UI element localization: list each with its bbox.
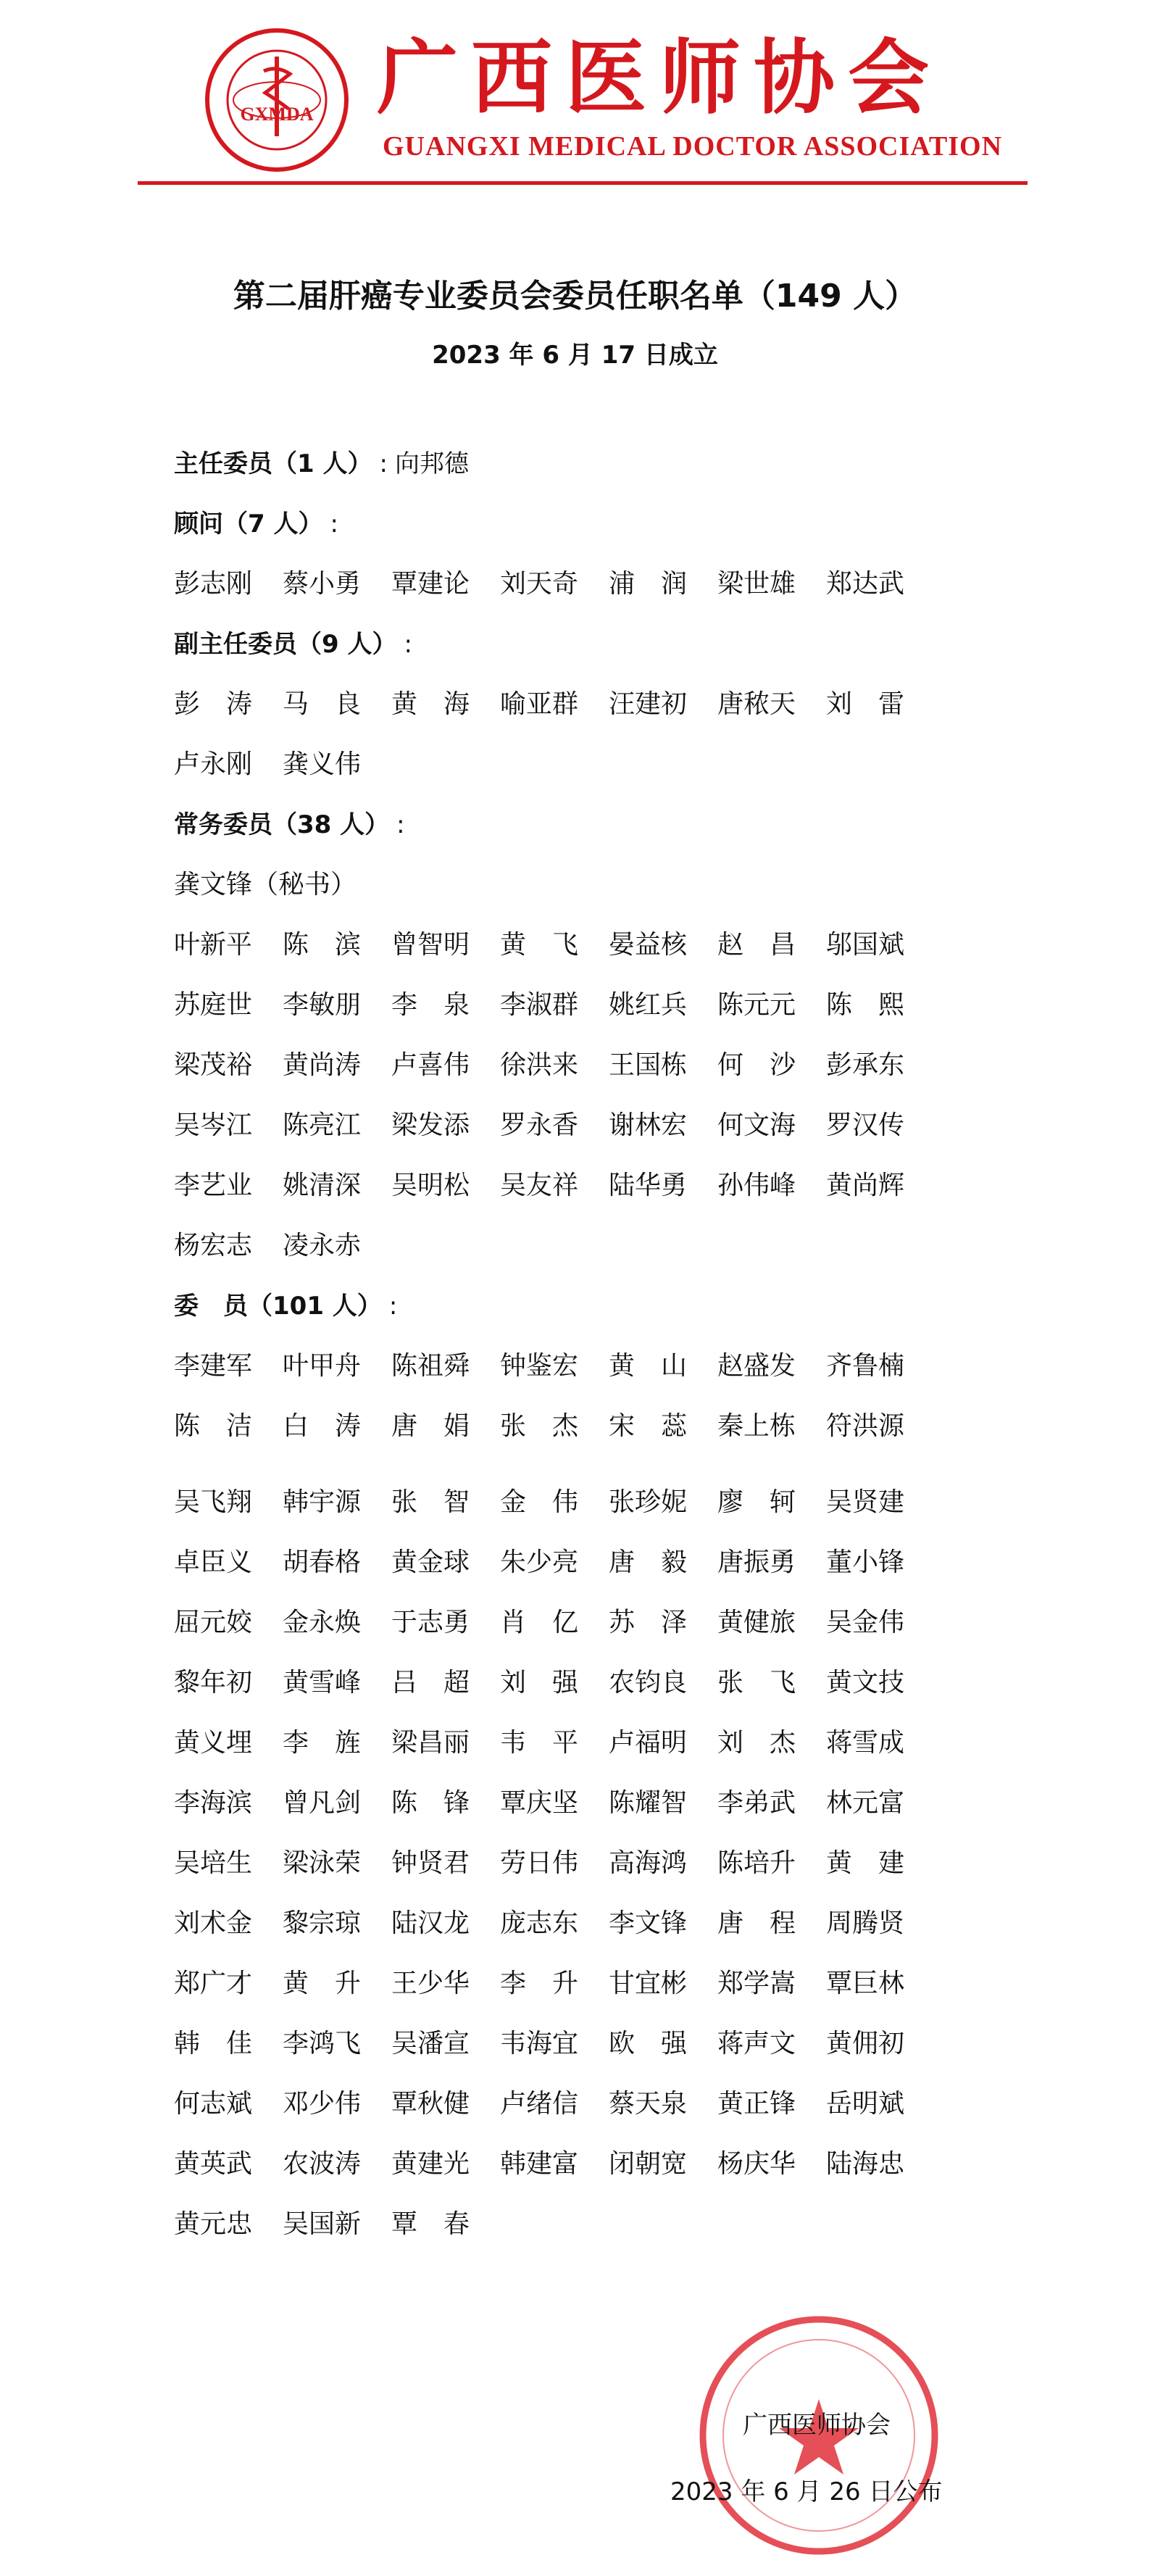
member-name: 肖 亿	[500, 1608, 579, 1637]
member-name: 李鸿飞	[283, 2029, 362, 2058]
member-name: 黄尚辉	[826, 1171, 905, 1200]
member-name: 屈元姣	[174, 1608, 253, 1637]
member-name: 高海鸿	[609, 1848, 688, 1878]
member-name: 张 杰	[500, 1411, 579, 1441]
member-name: 李海滨	[174, 1788, 253, 1818]
member-name: 甘宜彬	[609, 1969, 688, 1998]
member-name: 黄文技	[826, 1668, 905, 1698]
colon: :	[330, 510, 338, 539]
member-name: 张 智	[391, 1487, 470, 1517]
member-name: 李敏朋	[283, 990, 362, 1020]
colon: :	[379, 449, 388, 478]
member-name: 蒋声文	[717, 2029, 796, 2058]
member-name: 黄雪峰	[283, 1668, 362, 1698]
member-name: 徐洪来	[500, 1050, 579, 1080]
member-name: 曾凡剑	[283, 1788, 362, 1818]
member-name: 卢永刚	[174, 749, 253, 779]
member-name: 姚红兵	[609, 990, 688, 1020]
members-section	[174, 1292, 1000, 1321]
member-name: 韩 佳	[174, 2029, 253, 2058]
member-name: 彭志刚	[174, 569, 253, 599]
member-name: 龚义伟	[283, 749, 362, 779]
colon: :	[396, 810, 405, 839]
member-name: 金永焕	[283, 1608, 362, 1637]
member-name: 唐 程	[717, 1908, 796, 1938]
member-name: 黄 建	[826, 1848, 905, 1878]
member-name: 邬国斌	[826, 930, 905, 960]
member-name: 刘天奇	[500, 569, 579, 599]
member-name: 王少华	[391, 1969, 470, 1998]
roster-content	[174, 449, 1000, 2270]
member-name: 赵 昌	[717, 930, 796, 960]
member-name: 谢林宏	[609, 1110, 688, 1140]
member-name: 黄佣初	[826, 2029, 905, 2058]
member-name: 姚清深	[283, 1171, 362, 1200]
member-name: 黄 升	[283, 1969, 362, 1998]
member-name: 彭承东	[826, 1050, 905, 1080]
org-name-cn: 广西医师协会	[377, 30, 942, 125]
member-name: 唐 娟	[391, 1411, 470, 1441]
member-name: 符洪源	[826, 1411, 905, 1441]
member-name: 黎宗琼	[283, 1908, 362, 1938]
colon: :	[404, 630, 412, 659]
member-name: 刘 强	[500, 1668, 579, 1698]
member-name: 梁茂裕	[174, 1050, 253, 1080]
member-name: 唐秾天	[717, 689, 796, 719]
member-name: 孙伟峰	[717, 1171, 796, 1200]
member-name: 李艺业	[174, 1171, 253, 1200]
member-name: 黎年初	[174, 1668, 253, 1698]
member-name: 陈培升	[717, 1848, 796, 1878]
logo-text: GXMDA	[240, 104, 314, 125]
member-name: 吕 超	[391, 1668, 470, 1698]
member-name: 韦海宜	[500, 2029, 579, 2058]
member-name: 覃巨林	[826, 1969, 905, 1998]
member-name: 张珍妮	[609, 1487, 688, 1517]
member-name: 赵盛发	[717, 1351, 796, 1381]
member-name: 陈 锋	[391, 1788, 470, 1818]
member-name: 蒋雪成	[826, 1728, 905, 1758]
member-name: 黄金球	[391, 1547, 470, 1577]
advisors-list	[174, 570, 1000, 630]
member-name: 刘 雷	[826, 689, 905, 719]
member-name: 卓臣义	[174, 1547, 253, 1577]
member-name: 陈亮江	[283, 1110, 362, 1140]
member-name: 陈祖舜	[391, 1351, 470, 1381]
member-name: 覃秋健	[391, 2089, 470, 2119]
vice-chairs-label: 副主任委员（9 人）	[174, 630, 397, 659]
member-name: 郑学嵩	[717, 1969, 796, 1998]
member-name: 廖 轲	[717, 1487, 796, 1517]
member-name: 于志勇	[391, 1608, 470, 1637]
member-name: 黄义埋	[174, 1728, 253, 1758]
member-name: 农钧良	[609, 1668, 688, 1698]
members-list-a	[174, 1352, 1000, 1472]
member-name: 宋 蕊	[609, 1411, 688, 1441]
member-name: 董小锋	[826, 1547, 905, 1577]
member-name: 彭 涛	[174, 689, 253, 719]
member-name: 朱少亮	[500, 1547, 579, 1577]
member-name: 李 升	[500, 1969, 579, 1998]
member-name: 金 伟	[500, 1487, 579, 1517]
member-name: 黄元忠	[174, 2209, 253, 2239]
member-name: 陈元元	[717, 990, 796, 1020]
member-name: 梁昌丽	[391, 1728, 470, 1758]
member-name: 李 泉	[391, 990, 470, 1020]
member-name: 陈 洁	[174, 1411, 253, 1441]
chair-name: 向邦德	[394, 449, 469, 478]
member-name: 农波涛	[283, 2149, 362, 2179]
member-name: 叶甲舟	[283, 1351, 362, 1381]
standing-section	[174, 810, 1000, 839]
member-name: 陆汉龙	[391, 1908, 470, 1938]
member-name: 马 良	[283, 689, 362, 719]
member-name: 吴金伟	[826, 1608, 905, 1637]
org-name-en: GUANGXI MEDICAL DOCTOR ASSOCIATION	[383, 131, 1003, 162]
advisors-section	[174, 510, 1000, 539]
standing-label: 常务委员（38 人）	[174, 810, 390, 839]
member-name: 卢绪信	[500, 2089, 579, 2119]
member-name: 梁泳荣	[283, 1848, 362, 1878]
member-name: 韦 平	[500, 1728, 579, 1758]
member-name: 吴飞翔	[174, 1487, 253, 1517]
member-name: 陆华勇	[609, 1171, 688, 1200]
member-name: 黄尚涛	[283, 1050, 362, 1080]
member-name: 何文海	[717, 1110, 796, 1140]
member-name: 郑达武	[826, 569, 905, 599]
member-name: 李 旌	[283, 1728, 362, 1758]
member-name: 郑广才	[174, 1969, 253, 1998]
member-name: 陈耀智	[609, 1788, 688, 1818]
member-name: 岳明斌	[826, 2089, 905, 2119]
member-name: 苏庭世	[174, 990, 253, 1020]
member-name: 吴岑江	[174, 1110, 253, 1140]
member-name: 陈 滨	[283, 930, 362, 960]
member-name: 刘术金	[174, 1908, 253, 1938]
colon: :	[388, 1292, 398, 1321]
member-name: 白 涛	[283, 1411, 362, 1441]
member-name: 陆海忠	[826, 2149, 905, 2179]
member-name: 欧 强	[609, 2029, 688, 2058]
member-name: 林元富	[826, 1788, 905, 1818]
member-name: 李弟武	[717, 1788, 796, 1818]
member-name: 喻亚群	[500, 689, 579, 719]
member-name: 韩建富	[500, 2149, 579, 2179]
member-name: 杨庆华	[717, 2149, 796, 2179]
member-name: 蔡小勇	[283, 569, 362, 599]
member-name: 何志斌	[174, 2089, 253, 2119]
member-name: 齐鲁楠	[826, 1351, 905, 1381]
secretary-name: 龚文锋（秘书）	[174, 870, 357, 899]
member-name: 罗汉传	[826, 1110, 905, 1140]
member-name: 晏益核	[609, 930, 688, 960]
member-name: 吴培生	[174, 1848, 253, 1878]
member-name: 曾智明	[391, 930, 470, 960]
member-name: 杨宏志	[174, 1231, 253, 1260]
member-name: 覃建论	[391, 569, 470, 599]
member-name: 梁发添	[391, 1110, 470, 1140]
member-name: 覃庆坚	[500, 1788, 579, 1818]
header-divider	[138, 181, 1028, 185]
document-title: 第二届肝癌专业委员会委员任职名单（149 人）	[233, 278, 917, 315]
member-name: 卢喜伟	[391, 1050, 470, 1080]
members-label: 委 员（101 人）	[174, 1292, 382, 1321]
member-name: 黄英武	[174, 2149, 253, 2179]
member-name: 庞志东	[500, 1908, 579, 1938]
member-name: 浦 润	[609, 569, 688, 599]
member-name: 刘 杰	[717, 1728, 796, 1758]
association-logo-icon	[204, 28, 349, 173]
member-name: 周腾贤	[826, 1908, 905, 1938]
advisors-label: 顾问（7 人）	[174, 510, 323, 539]
standing-list	[174, 931, 1000, 1292]
member-name: 卢福明	[609, 1728, 688, 1758]
member-name: 黄健旅	[717, 1608, 796, 1637]
member-name: 李文锋	[609, 1908, 688, 1938]
member-name: 闭朝宽	[609, 2149, 688, 2179]
member-name: 梁世雄	[717, 569, 796, 599]
member-name: 吴友祥	[500, 1171, 579, 1200]
member-name: 蔡天泉	[609, 2089, 688, 2119]
members-list-b	[174, 1488, 1000, 2270]
member-name: 汪建初	[609, 689, 688, 719]
chair-label: 主任委员（1 人）	[174, 449, 372, 478]
signature-org: 广西医师协会	[743, 2411, 891, 2440]
member-name: 胡春格	[283, 1547, 362, 1577]
member-name: 叶新平	[174, 930, 253, 960]
document-subtitle: 2023 年 6 月 17 日成立	[432, 341, 718, 370]
member-name: 黄 飞	[500, 930, 579, 960]
member-name: 唐振勇	[717, 1547, 796, 1577]
member-name: 秦上栋	[717, 1411, 796, 1441]
member-name: 吴贤建	[826, 1487, 905, 1517]
member-name: 唐 毅	[609, 1547, 688, 1577]
vice-chairs-section	[174, 630, 1000, 659]
member-name: 黄 海	[391, 689, 470, 719]
letterhead	[0, 0, 1150, 188]
member-name: 王国栋	[609, 1050, 688, 1080]
member-name: 张 飞	[717, 1668, 796, 1698]
signature-date: 2023 年 6 月 26 日公布	[670, 2477, 943, 2506]
member-name: 黄 山	[609, 1351, 688, 1381]
member-name: 吴明松	[391, 1171, 470, 1200]
member-name: 黄正锋	[717, 2089, 796, 2119]
member-name: 钟鉴宏	[500, 1351, 579, 1381]
member-name: 李淑群	[500, 990, 579, 1020]
member-name: 李建军	[174, 1351, 253, 1381]
chair-section	[174, 449, 1000, 478]
member-name: 吴潘宣	[391, 2029, 470, 2058]
member-name: 邓少伟	[283, 2089, 362, 2119]
member-name: 钟贤君	[391, 1848, 470, 1878]
member-name: 吴国新	[283, 2209, 362, 2239]
member-name: 罗永香	[500, 1110, 579, 1140]
member-name: 黄建光	[391, 2149, 470, 2179]
member-name: 韩宇源	[283, 1487, 362, 1517]
page-break-gap	[174, 1472, 1000, 1488]
vice-chairs-list	[174, 690, 1000, 810]
member-name: 凌永赤	[283, 1231, 362, 1260]
member-name: 何 沙	[717, 1050, 796, 1080]
member-name: 陈 熙	[826, 990, 905, 1020]
member-name: 苏 泽	[609, 1608, 688, 1637]
member-name: 覃 春	[391, 2209, 470, 2239]
member-name: 劳日伟	[500, 1848, 579, 1878]
